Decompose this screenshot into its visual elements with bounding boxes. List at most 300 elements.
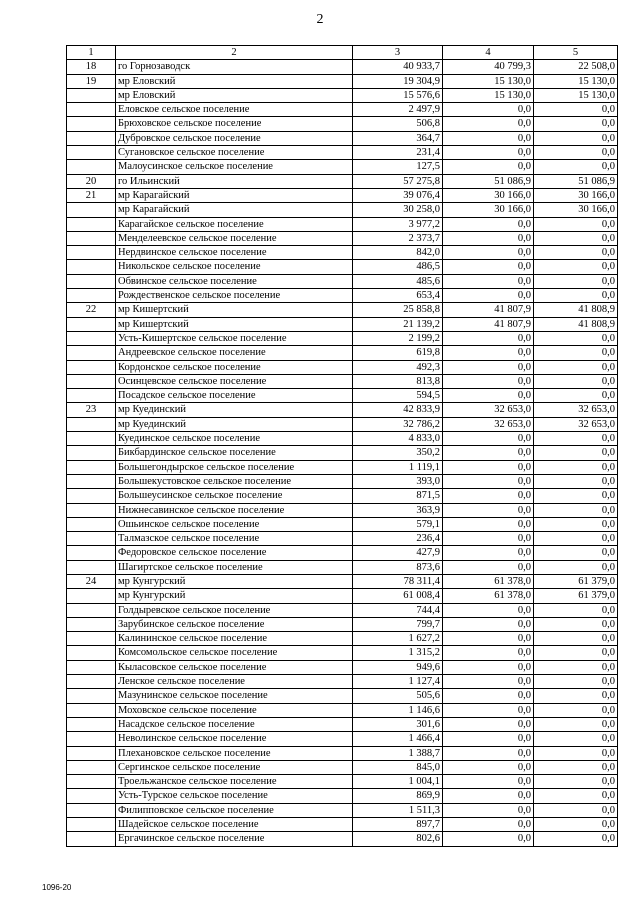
territory-name: мр Карагайский [116, 188, 353, 202]
row-number [67, 446, 116, 460]
value-col-3: 897,7 [353, 818, 443, 832]
value-col-4: 0,0 [443, 775, 534, 789]
value-col-5: 0,0 [534, 131, 618, 145]
value-col-3: 1 146,6 [353, 703, 443, 717]
value-col-4: 0,0 [443, 160, 534, 174]
value-col-5: 32 653,0 [534, 403, 618, 417]
value-col-3: 15 576,6 [353, 88, 443, 102]
value-col-5: 0,0 [534, 103, 618, 117]
table-row [67, 274, 618, 288]
value-col-3: 236,4 [353, 532, 443, 546]
value-col-3: 813,8 [353, 374, 443, 388]
territory-name: Зарубинское сельское поселение [116, 617, 353, 631]
territory-name: го Горнозаводск [116, 60, 353, 74]
value-col-5: 0,0 [534, 546, 618, 560]
value-col-3: 1 388,7 [353, 746, 443, 760]
row-number: 22 [67, 303, 116, 317]
budget-table [66, 45, 618, 847]
value-col-5: 0,0 [534, 331, 618, 345]
table-row [67, 603, 618, 617]
table-row [67, 117, 618, 131]
table-row [67, 803, 618, 817]
value-col-5: 0,0 [534, 760, 618, 774]
table-row [67, 675, 618, 689]
value-col-4: 15 130,0 [443, 88, 534, 102]
value-col-3: 1 004,1 [353, 775, 443, 789]
row-number: 19 [67, 74, 116, 88]
row-number: 20 [67, 174, 116, 188]
territory-name: Андреевское сельское поселение [116, 346, 353, 360]
value-col-5: 0,0 [534, 703, 618, 717]
territory-name: Шагиртское сельское поселение [116, 560, 353, 574]
row-number [67, 589, 116, 603]
territory-name: Дубровское сельское поселение [116, 131, 353, 145]
table-row [67, 217, 618, 231]
table-row [67, 832, 618, 846]
row-number [67, 703, 116, 717]
row-number [67, 832, 116, 846]
table-row [67, 303, 618, 317]
row-number [67, 803, 116, 817]
table-row [67, 374, 618, 388]
value-col-4: 30 166,0 [443, 188, 534, 202]
row-number [67, 560, 116, 574]
territory-name: мр Еловский [116, 88, 353, 102]
value-col-3: 2 497,9 [353, 103, 443, 117]
value-col-4: 0,0 [443, 289, 534, 303]
value-col-4: 40 799,3 [443, 60, 534, 74]
territory-name: Карагайское сельское поселение [116, 217, 353, 231]
value-col-3: 842,0 [353, 246, 443, 260]
value-col-4: 0,0 [443, 274, 534, 288]
row-number [67, 474, 116, 488]
value-col-3: 30 258,0 [353, 203, 443, 217]
value-col-3: 1 511,3 [353, 803, 443, 817]
value-col-5: 0,0 [534, 660, 618, 674]
value-col-3: 1 127,4 [353, 675, 443, 689]
row-number: 23 [67, 403, 116, 417]
value-col-5: 0,0 [534, 532, 618, 546]
territory-name: Насадское сельское поселение [116, 717, 353, 731]
value-col-3: 3 977,2 [353, 217, 443, 231]
territory-name: Троельжанское сельское поселение [116, 775, 353, 789]
value-col-3: 802,6 [353, 832, 443, 846]
row-number [67, 617, 116, 631]
row-number [67, 374, 116, 388]
value-col-5: 0,0 [534, 632, 618, 646]
value-col-4: 0,0 [443, 446, 534, 460]
value-col-5: 61 379,0 [534, 589, 618, 603]
row-number [67, 146, 116, 160]
territory-name: Рождественское сельское поселение [116, 289, 353, 303]
value-col-5: 61 379,0 [534, 574, 618, 588]
row-number [67, 517, 116, 531]
value-col-5: 0,0 [534, 717, 618, 731]
table-row [67, 160, 618, 174]
value-col-3: 4 833,0 [353, 432, 443, 446]
value-col-3: 32 786,2 [353, 417, 443, 431]
value-col-4: 0,0 [443, 517, 534, 531]
table-row [67, 417, 618, 431]
row-number [67, 632, 116, 646]
value-col-5: 0,0 [534, 775, 618, 789]
value-col-4: 0,0 [443, 260, 534, 274]
value-col-4: 0,0 [443, 131, 534, 145]
row-number [67, 818, 116, 832]
value-col-4: 0,0 [443, 660, 534, 674]
row-number [67, 260, 116, 274]
value-col-3: 231,4 [353, 146, 443, 160]
row-number [67, 660, 116, 674]
territory-name: Большекустовское сельское поселение [116, 474, 353, 488]
row-number [67, 103, 116, 117]
value-col-5: 0,0 [534, 460, 618, 474]
value-col-4: 0,0 [443, 532, 534, 546]
row-number: 24 [67, 574, 116, 588]
territory-name: мр Кунгурский [116, 574, 353, 588]
value-col-5: 0,0 [534, 818, 618, 832]
table-row [67, 188, 618, 202]
value-col-3: 363,9 [353, 503, 443, 517]
value-col-5: 0,0 [534, 675, 618, 689]
value-col-4: 0,0 [443, 803, 534, 817]
value-col-5: 0,0 [534, 389, 618, 403]
value-col-5: 0,0 [534, 803, 618, 817]
value-col-4: 0,0 [443, 617, 534, 631]
territory-name: Моховское сельское поселение [116, 703, 353, 717]
value-col-5: 0,0 [534, 474, 618, 488]
row-number [67, 88, 116, 102]
value-col-4: 0,0 [443, 546, 534, 560]
territory-name: Калининское сельское поселение [116, 632, 353, 646]
value-col-4: 0,0 [443, 703, 534, 717]
value-col-5: 0,0 [534, 274, 618, 288]
value-col-4: 41 807,9 [443, 317, 534, 331]
table-row [67, 503, 618, 517]
page-number: 2 [316, 12, 324, 27]
value-col-3: 427,9 [353, 546, 443, 560]
value-col-3: 1 119,1 [353, 460, 443, 474]
table-row [67, 360, 618, 374]
row-number: 21 [67, 188, 116, 202]
row-number [67, 346, 116, 360]
document-code: 1096-20 [42, 883, 72, 892]
territory-name: Комсомольское сельское поселение [116, 646, 353, 660]
header-col-5: 5 [534, 46, 618, 60]
value-col-4: 0,0 [443, 246, 534, 260]
value-col-4: 61 378,0 [443, 574, 534, 588]
table-row [67, 460, 618, 474]
value-col-3: 42 833,9 [353, 403, 443, 417]
row-number [67, 203, 116, 217]
value-col-5: 30 166,0 [534, 203, 618, 217]
table-row [67, 88, 618, 102]
territory-name: Усть-Кишертское сельское поселение [116, 331, 353, 345]
territory-name: Большеусинское сельское поселение [116, 489, 353, 503]
value-col-4: 0,0 [443, 818, 534, 832]
row-number [67, 117, 116, 131]
value-col-5: 0,0 [534, 503, 618, 517]
value-col-5: 22 508,0 [534, 60, 618, 74]
value-col-5: 0,0 [534, 446, 618, 460]
value-col-5: 0,0 [534, 489, 618, 503]
table-row [67, 717, 618, 731]
row-number [67, 775, 116, 789]
row-number [67, 289, 116, 303]
value-col-5: 0,0 [534, 646, 618, 660]
value-col-4: 0,0 [443, 717, 534, 731]
row-number [67, 432, 116, 446]
table-row [67, 289, 618, 303]
header-col-4: 4 [443, 46, 534, 60]
territory-name: Сергинское сельское поселение [116, 760, 353, 774]
value-col-5: 0,0 [534, 346, 618, 360]
value-col-3: 78 311,4 [353, 574, 443, 588]
territory-name: Филипповское сельское поселение [116, 803, 353, 817]
value-col-4: 0,0 [443, 146, 534, 160]
territory-name: Малоусинское сельское поселение [116, 160, 353, 174]
value-col-3: 619,8 [353, 346, 443, 360]
table-row [67, 103, 618, 117]
territory-name: мр Куединский [116, 417, 353, 431]
value-col-5: 0,0 [534, 146, 618, 160]
value-col-5: 0,0 [534, 117, 618, 131]
value-col-4: 15 130,0 [443, 74, 534, 88]
table-row [67, 403, 618, 417]
table-row [67, 546, 618, 560]
row-number [67, 417, 116, 431]
value-col-4: 0,0 [443, 789, 534, 803]
value-col-4: 0,0 [443, 103, 534, 117]
value-col-5: 0,0 [534, 732, 618, 746]
territory-name: мр Карагайский [116, 203, 353, 217]
territory-name: Бикбардинское сельское поселение [116, 446, 353, 460]
row-number [67, 131, 116, 145]
table-row [67, 617, 618, 631]
territory-name: мр Еловский [116, 74, 353, 88]
value-col-3: 1 627,2 [353, 632, 443, 646]
value-col-4: 30 166,0 [443, 203, 534, 217]
territory-name: Голдыревское сельское поселение [116, 603, 353, 617]
row-number: 18 [67, 60, 116, 74]
value-col-3: 2 373,7 [353, 231, 443, 245]
value-col-4: 0,0 [443, 331, 534, 345]
row-number [67, 231, 116, 245]
value-col-3: 61 008,4 [353, 589, 443, 603]
value-col-5: 0,0 [534, 560, 618, 574]
table-row [67, 131, 618, 145]
row-number [67, 532, 116, 546]
table-body [67, 60, 618, 846]
row-number [67, 546, 116, 560]
row-number [67, 489, 116, 503]
row-number [67, 460, 116, 474]
value-col-4: 0,0 [443, 489, 534, 503]
territory-name: Усть-Турское сельское поселение [116, 789, 353, 803]
territory-name: мр Кишертский [116, 317, 353, 331]
table-row [67, 446, 618, 460]
row-number [67, 603, 116, 617]
value-col-4: 0,0 [443, 732, 534, 746]
territory-name: Менделеевское сельское поселение [116, 231, 353, 245]
territory-name: Кордонское сельское поселение [116, 360, 353, 374]
value-col-3: 364,7 [353, 131, 443, 145]
value-col-4: 51 086,9 [443, 174, 534, 188]
value-col-4: 0,0 [443, 689, 534, 703]
header-col-3: 3 [353, 46, 443, 60]
value-col-5: 41 808,9 [534, 303, 618, 317]
value-col-4: 0,0 [443, 460, 534, 474]
table-row [67, 74, 618, 88]
value-col-5: 0,0 [534, 374, 618, 388]
table-row [67, 60, 618, 74]
value-col-5: 0,0 [534, 746, 618, 760]
territory-name: Неволинское сельское поселение [116, 732, 353, 746]
territory-name: Шадейское сельское поселение [116, 818, 353, 832]
value-col-5: 0,0 [534, 160, 618, 174]
table-row [67, 389, 618, 403]
value-col-5: 0,0 [534, 617, 618, 631]
value-col-4: 0,0 [443, 346, 534, 360]
table-row [67, 703, 618, 717]
row-number [67, 360, 116, 374]
table-row [67, 231, 618, 245]
value-col-4: 41 807,9 [443, 303, 534, 317]
value-col-3: 845,0 [353, 760, 443, 774]
value-col-3: 873,6 [353, 560, 443, 574]
table-header [67, 46, 618, 60]
territory-name: Сугановское сельское поселение [116, 146, 353, 160]
value-col-4: 0,0 [443, 231, 534, 245]
value-col-3: 579,1 [353, 517, 443, 531]
value-col-3: 594,5 [353, 389, 443, 403]
value-col-3: 57 275,8 [353, 174, 443, 188]
value-col-4: 0,0 [443, 646, 534, 660]
territory-name: Брюховское сельское поселение [116, 117, 353, 131]
territory-name: Нердвинское сельское поселение [116, 246, 353, 260]
value-col-5: 0,0 [534, 246, 618, 260]
value-col-5: 0,0 [534, 789, 618, 803]
table-row [67, 331, 618, 345]
value-col-3: 127,5 [353, 160, 443, 174]
header-col-1: 1 [67, 46, 116, 60]
value-col-5: 0,0 [534, 603, 618, 617]
territory-name: Мазунинское сельское поселение [116, 689, 353, 703]
value-col-5: 41 808,9 [534, 317, 618, 331]
table-row [67, 474, 618, 488]
table-row [67, 746, 618, 760]
row-number [67, 503, 116, 517]
value-col-5: 0,0 [534, 832, 618, 846]
row-number [67, 789, 116, 803]
row-number [67, 732, 116, 746]
table-row [67, 532, 618, 546]
table-row [67, 574, 618, 588]
row-number [67, 646, 116, 660]
value-col-4: 0,0 [443, 374, 534, 388]
territory-name: Ленское сельское поселение [116, 675, 353, 689]
table-row [67, 246, 618, 260]
territory-name: Ергачинское сельское поселение [116, 832, 353, 846]
value-col-5: 32 653,0 [534, 417, 618, 431]
row-number [67, 331, 116, 345]
value-col-5: 0,0 [534, 360, 618, 374]
value-col-3: 2 199,2 [353, 331, 443, 345]
territory-name: Нижнесавинское сельское поселение [116, 503, 353, 517]
value-col-3: 21 139,2 [353, 317, 443, 331]
value-col-4: 0,0 [443, 760, 534, 774]
value-col-3: 301,6 [353, 717, 443, 731]
row-number [67, 760, 116, 774]
table-row [67, 818, 618, 832]
territory-name: Осинцевское сельское поселение [116, 374, 353, 388]
value-col-5: 30 166,0 [534, 188, 618, 202]
territory-name: Плехановское сельское поселение [116, 746, 353, 760]
row-number [67, 317, 116, 331]
value-col-4: 0,0 [443, 217, 534, 231]
value-col-4: 0,0 [443, 832, 534, 846]
row-number [67, 717, 116, 731]
value-col-4: 0,0 [443, 675, 534, 689]
value-col-3: 1 466,4 [353, 732, 443, 746]
value-col-3: 871,5 [353, 489, 443, 503]
value-col-5: 0,0 [534, 432, 618, 446]
row-number [67, 389, 116, 403]
value-col-5: 0,0 [534, 231, 618, 245]
table-row [67, 689, 618, 703]
value-col-4: 32 653,0 [443, 417, 534, 431]
value-col-3: 485,6 [353, 274, 443, 288]
territory-name: Федоровское сельское поселение [116, 546, 353, 560]
header-col-2: 2 [116, 46, 353, 60]
value-col-5: 0,0 [534, 289, 618, 303]
territory-name: мр Кунгурский [116, 589, 353, 603]
row-number [67, 246, 116, 260]
value-col-3: 39 076,4 [353, 188, 443, 202]
value-col-3: 25 858,8 [353, 303, 443, 317]
value-col-5: 0,0 [534, 517, 618, 531]
value-col-3: 506,8 [353, 117, 443, 131]
table-row [67, 174, 618, 188]
value-col-3: 1 315,2 [353, 646, 443, 660]
value-col-4: 0,0 [443, 560, 534, 574]
value-col-5: 51 086,9 [534, 174, 618, 188]
value-col-3: 949,6 [353, 660, 443, 674]
row-number [67, 689, 116, 703]
table-row [67, 317, 618, 331]
table-row [67, 589, 618, 603]
value-col-4: 0,0 [443, 632, 534, 646]
table-row [67, 432, 618, 446]
territory-name: мр Куединский [116, 403, 353, 417]
value-col-4: 0,0 [443, 389, 534, 403]
header-row [67, 46, 618, 60]
table-row [67, 146, 618, 160]
table-row [67, 660, 618, 674]
table-row [67, 489, 618, 503]
value-col-5: 0,0 [534, 689, 618, 703]
value-col-3: 492,3 [353, 360, 443, 374]
territory-name: Талмазское сельское поселение [116, 532, 353, 546]
table-row [67, 260, 618, 274]
table-row [67, 346, 618, 360]
value-col-5: 15 130,0 [534, 88, 618, 102]
value-col-4: 0,0 [443, 503, 534, 517]
table-row [67, 203, 618, 217]
territory-name: мр Кишертский [116, 303, 353, 317]
row-number [67, 746, 116, 760]
territory-name: Посадское сельское поселение [116, 389, 353, 403]
